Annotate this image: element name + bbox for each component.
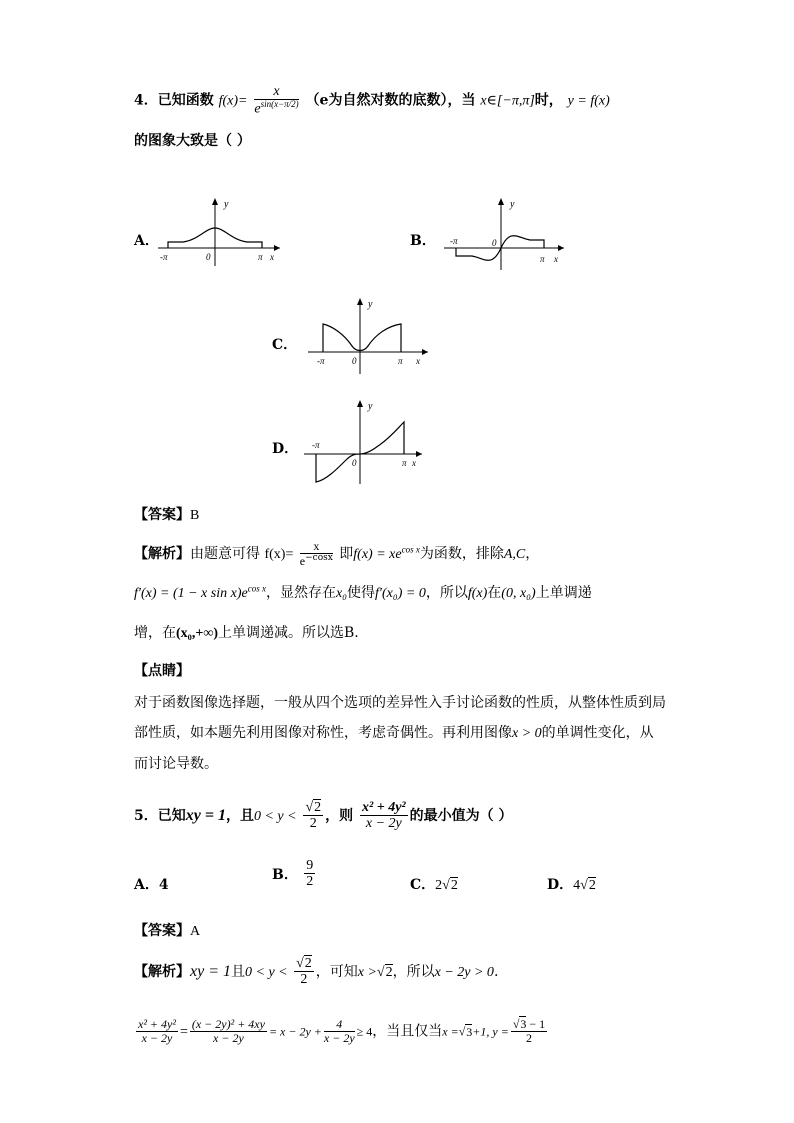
q5-s1-x: x > xyxy=(357,964,377,980)
y-label: y xyxy=(368,299,373,310)
q5-s1-dot: . xyxy=(493,963,499,980)
y-label: y xyxy=(224,199,229,210)
q5-and: ，且 xyxy=(225,807,254,824)
left-tick: -π xyxy=(312,440,320,450)
q4-dianjing-p3: 而讨论导数。 xyxy=(134,756,218,772)
q4-a1-fraction xyxy=(300,540,333,568)
q5-s1-mid2: ，所以 xyxy=(392,963,435,980)
q4-a2-in: 在 xyxy=(487,585,502,601)
q5-option-a-label: A． xyxy=(134,877,159,893)
q4-lead: 已知函数 xyxy=(157,92,214,109)
q5-option-b xyxy=(272,858,317,890)
q4-a2-eq: f′(x₀) = 0 xyxy=(375,586,426,601)
q5-s1-xrad: 2 xyxy=(385,964,393,980)
q5-option-d-coef: 4 xyxy=(573,878,581,893)
q5-s2-frac4: $\frac{√3 - 1}{2}$ xyxy=(512,1017,546,1046)
y-arrow xyxy=(357,298,363,305)
x-arrow xyxy=(422,349,428,355)
q4-line2: 的图象大致是（ ） xyxy=(134,133,251,149)
q5-analysis-line1: 【解析】xy = 1且0 < y < $\frac{√2}{2}$ ，可知x >√2，所以x − 2y > 0. xyxy=(134,956,499,988)
right-tick: π xyxy=(258,252,263,262)
q5-s2-xp: +1, y = xyxy=(472,1024,509,1039)
q4-answer-tag: 【答案】 xyxy=(134,507,190,523)
q4-dianjing-p1: 对于函数图像选择题，一般从四个选项的差异性入手讨论函数的性质，从整体性质到局 xyxy=(134,695,666,711)
q5-s2-frac2 xyxy=(190,1018,267,1045)
q5-heading xyxy=(134,800,512,832)
q4-a2-mid: ，显然存在 xyxy=(265,585,336,601)
x-label: x xyxy=(270,252,274,262)
q5-s2-yd: 2 xyxy=(526,1031,532,1046)
x-arrow xyxy=(558,245,564,251)
q4-a2-x0: x₀ xyxy=(335,586,348,601)
curve-c xyxy=(323,324,401,352)
left-tick: -π xyxy=(160,252,168,262)
q4-dianjing-tag: 【点睛】 xyxy=(134,663,190,679)
q4-a2-mid2: 使得 xyxy=(347,585,376,601)
q5-s2-d2: x − 2y xyxy=(213,1031,244,1046)
q4-option-c-label: C． xyxy=(272,337,298,353)
right-tick: π xyxy=(540,254,545,264)
q5-option-b-fraction xyxy=(304,858,315,890)
q4-a2-fx: f(x) xyxy=(467,586,488,601)
q4-a1-mid: 即 xyxy=(339,546,354,563)
q4-option-a-label: A． xyxy=(134,233,159,249)
right-tick: π xyxy=(402,458,407,468)
origin-label: 0 xyxy=(352,458,357,468)
origin-label: 0 xyxy=(352,356,357,366)
q4-a1-end: ， xyxy=(525,546,540,563)
q4-a1-expr: f(x) = xe xyxy=(353,547,402,563)
q5-answer: A xyxy=(190,924,201,939)
q5-s1-cond: xy = 1 xyxy=(190,962,231,980)
q5-s2-mid: = x − 2y + xyxy=(268,1024,322,1039)
q5-then: ，则 xyxy=(325,807,354,824)
q4-fx-den-base: e xyxy=(254,102,261,118)
q5-option-a-value: 4 xyxy=(158,877,169,893)
y-arrow xyxy=(212,198,218,205)
q5-s1-den: 2 xyxy=(300,972,308,988)
q4-a2-expr: f′(x) = (1 − x sin x)e xyxy=(134,586,248,601)
q4-graph-a xyxy=(158,196,282,268)
origin-label: 0 xyxy=(492,238,497,248)
q4-a2-mid3: ，所以 xyxy=(425,585,468,601)
q4-answer: B xyxy=(190,508,200,523)
q4-a1-expr-exp: cos x xyxy=(401,544,420,555)
q4-domain: x∈[−π,π] xyxy=(480,93,535,109)
q5-number: 5． xyxy=(134,807,158,824)
q5-s1-fraction: $\frac{√2}{2}$ xyxy=(296,956,312,988)
q4-option-d-label: D． xyxy=(272,441,299,457)
x-label: x xyxy=(412,458,416,468)
q5-s2-frac1 xyxy=(136,1018,178,1045)
q4-analysis-line2 xyxy=(134,582,592,602)
q4-dian-p2b: 的单调性变化，从 xyxy=(541,725,654,741)
q5-s2-x: x = xyxy=(442,1024,459,1039)
q5-s1-rad: 2 xyxy=(304,956,312,971)
q4-a1-post: 为函数，排除 xyxy=(419,546,504,563)
q5-s2-when: ，当且仅当 xyxy=(372,1023,443,1040)
q4-a1-den: e xyxy=(299,554,306,569)
right-tick: π xyxy=(398,356,403,366)
q4-a1-fx: f(x)= xyxy=(264,547,294,563)
q5-cond2-fraction: $\frac{√2}{2}$ xyxy=(305,800,322,832)
q4-fx-den-exp: sin(x−π/2) xyxy=(260,99,299,110)
q5-s1-mid: ，可知 xyxy=(315,963,358,980)
q5-analysis-line2: $\frac{\text{x² + 4y²}}{x - 2y}$ = $\frac{\text{(x − 2y)² + 4xy}}{x - 2y}$ = x − 2y + $\frac{4}{x - 2y}$ ≥ 4，当且仅当x =√3+1, y = $\frac{√3 - 1}{2}$ xyxy=(138,1017,546,1046)
q5-expr-fraction xyxy=(360,800,408,832)
q4-fx-lhs: f(x)= xyxy=(218,93,248,109)
q4-analysis-line1 xyxy=(134,540,539,568)
q5-option-d: D．4√2 xyxy=(547,877,596,893)
x-arrow xyxy=(274,245,280,251)
q4-analysis-line3 xyxy=(134,622,359,642)
q4-a3-pre: 增，在 xyxy=(134,625,176,641)
q5-s1-ineq: 0 < y < xyxy=(245,964,288,980)
q5-option-a xyxy=(134,874,169,894)
q4-answer-line xyxy=(134,504,199,524)
q5-option-d-label: D． xyxy=(547,877,574,893)
q4-analysis-tag: 【解析】 xyxy=(134,546,190,563)
q5-option-b-num: 9 xyxy=(306,858,314,873)
q5-answer-tag: 【答案】 xyxy=(134,923,190,939)
q5-expr-num: x² + 4y² xyxy=(362,800,406,815)
left-tick: -π xyxy=(450,236,458,246)
q4-fx-numerator: x xyxy=(254,84,298,100)
q5-tail: 的最小值为（ ） xyxy=(409,807,513,824)
q4-a2-int: (0, x₀) xyxy=(501,586,536,601)
q5-option-b-label: B． xyxy=(272,866,298,883)
q5-cond2-rad: 2 xyxy=(314,800,322,815)
q5-lead: 已知 xyxy=(157,807,186,824)
q5-expr-den: x − 2y xyxy=(365,816,402,832)
y-arrow xyxy=(498,198,504,205)
q5-option-c: C．2√2 xyxy=(410,877,458,893)
q5-cond2-den: 2 xyxy=(309,816,317,832)
q5-analysis-tag: 【解析】 xyxy=(134,963,190,980)
q4-a1-ac: A,C xyxy=(503,547,526,563)
q4-dianjing-p2 xyxy=(134,722,654,742)
q4-graph-c xyxy=(308,296,432,376)
q4-a3-int: (x₀,+∞) xyxy=(176,626,218,641)
q5-option-c-label: C． xyxy=(410,877,436,893)
y-arrow xyxy=(357,400,363,407)
left-tick: -π xyxy=(317,356,325,366)
q5-s2-n2: (x − 2y)² + 4xy xyxy=(191,1017,265,1031)
q5-s2-n1: x² + 4y² xyxy=(138,1017,176,1031)
q5-s2-ge: ≥ 4 xyxy=(356,1024,373,1039)
origin-label: 0 xyxy=(206,252,211,262)
q4-number: 4． xyxy=(134,92,158,109)
q5-s2-d1: x − 2y xyxy=(141,1031,173,1046)
q5-cond2: 0 < y < xyxy=(253,808,297,824)
x-arrow xyxy=(416,451,422,457)
y-label: y xyxy=(368,401,373,412)
q4-when: 时， xyxy=(534,92,563,109)
x-label: x xyxy=(554,254,558,264)
q5-s2-d3: x − 2y xyxy=(323,1031,355,1046)
q4-fx-fraction xyxy=(254,84,298,117)
q4-a1-num: x xyxy=(300,540,333,554)
q4-a2-end: 上单调递 xyxy=(535,585,592,601)
q5-s2-frac3 xyxy=(324,1018,355,1045)
q4-a1-den-exp: −cosx xyxy=(305,553,333,564)
q5-s2-yr: 3 xyxy=(520,1017,527,1031)
q5-option-c-rad: 2 xyxy=(450,878,458,893)
q4-a2-expr-exp: cos x xyxy=(247,583,266,594)
q5-option-d-rad: 2 xyxy=(588,878,596,893)
y-label: y xyxy=(510,199,515,210)
x-label: x xyxy=(416,356,420,366)
q4-option-b-label: B． xyxy=(410,233,436,249)
q5-cond1: xy = 1 xyxy=(185,806,226,824)
q4-a1-pre: 由题意可得 xyxy=(190,546,260,563)
q4-heading xyxy=(134,84,610,117)
q5-s2-xr: 3 xyxy=(466,1024,473,1039)
q4-dian-p2m: x > 0 xyxy=(512,726,542,741)
q5-s1-and: 且 xyxy=(231,963,245,980)
q4-graph-b xyxy=(444,196,568,272)
q5-answer-line xyxy=(134,920,200,940)
q5-option-b-den: 2 xyxy=(306,874,314,890)
q4-dian-p2a: 部性质，如本题先利用图像对称性，考虑奇偶性。再利用图像 xyxy=(134,725,512,741)
q4-graph-d xyxy=(304,398,428,486)
q5-s2-n3: 4 xyxy=(324,1018,355,1032)
q4-a3-end: 上单调递减。所以选B. xyxy=(217,625,359,641)
q4-note: （e为自然对数的底数），当 xyxy=(305,92,476,109)
q5-option-c-coef: 2 xyxy=(435,878,443,893)
q5-s2-ym: − 1 xyxy=(526,1017,546,1031)
q4-yfx: y = f(x) xyxy=(567,93,610,109)
q5-s1-end: x − 2y > 0 xyxy=(434,964,494,980)
